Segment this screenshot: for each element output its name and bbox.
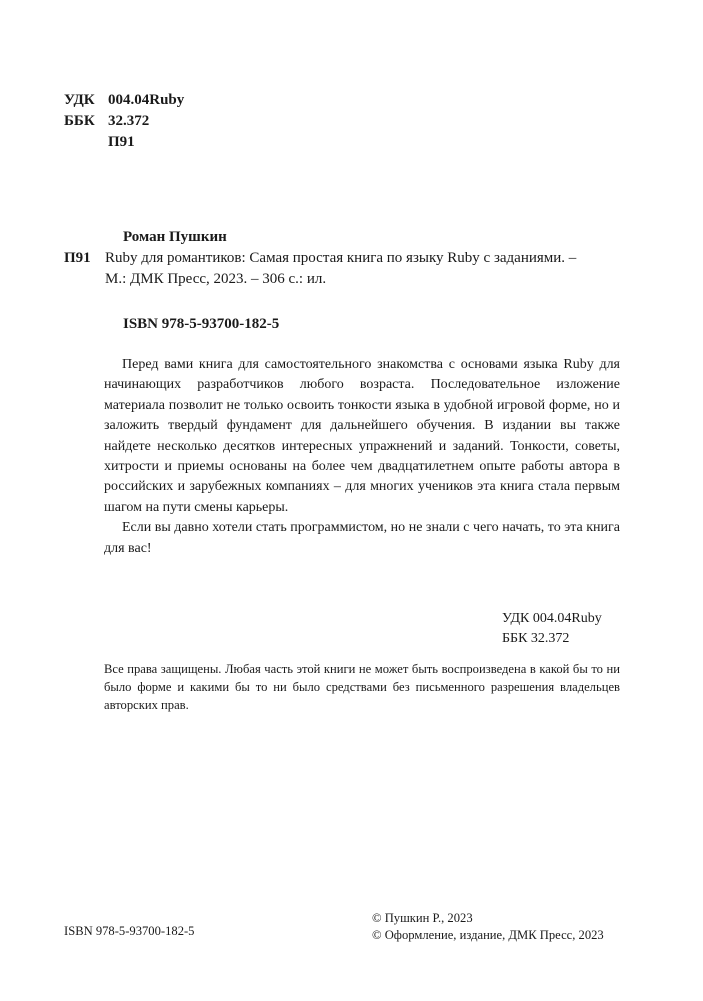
author-mark: П91 [108, 134, 135, 150]
footer-isbn: ISBN 978-5-93700-182-5 [64, 924, 195, 938]
udk-row [64, 90, 184, 111]
biblio-line-1: Ruby для романтиков: Самая простая книга по языку Ruby с заданиями. – [105, 250, 577, 266]
udk-label: УДК [64, 92, 95, 108]
author-name: Роман Пушкин [123, 229, 227, 245]
annotation [104, 355, 620, 559]
annotation-paragraph-2: Если вы давно хотели стать программистом, но не знали с чего начать, то эта книга для вас! [104, 520, 620, 556]
udk-value: 004.04Ruby [108, 92, 185, 108]
bbk-label: ББК [64, 113, 95, 129]
right-bbk: ББК 32.372 [502, 631, 570, 646]
biblio-line-2: М.: ДМК Пресс, 2023. – 306 с.: ил. [105, 271, 327, 287]
annotation-paragraph-1: Перед вами книга для самостоятельного знакомства с основами языка Ruby для начинающих разработчиков любого возраста. Последовательное изложение материала позволит не только освоить тонкости языка в удобной игровой форме, но и заложить твердый фундамент для дальнейшего обучения. В издании вы также найдете несколько десятков интересных упражнений и заданий. Тонкости, советы, хитрости и приемы основаны на более чем двадцатилетнем опыте работы автора в российских и зарубежных компаниях – для многих учеников эта книга стала первым шагом на пути смены карьеры. [104, 357, 620, 515]
rights-notice: Все права защищены. Любая часть этой книги не может быть воспроизведена в какой бы то ни было форме и какими бы то ни было средствами без письменного разрешения владельцев авторских прав. [104, 662, 620, 712]
copyright-publisher: © Оформление, издание, ДМК Пресс, 2023 [372, 928, 604, 942]
bbk-row [64, 111, 149, 132]
copyright-author: © Пушкин Р., 2023 [372, 911, 473, 925]
entry-code: П91 [64, 250, 91, 266]
bbk-value: 32.372 [108, 113, 150, 129]
isbn-main: ISBN 978-5-93700-182-5 [123, 316, 280, 332]
right-udk: УДК 004.04Ruby [502, 611, 602, 626]
